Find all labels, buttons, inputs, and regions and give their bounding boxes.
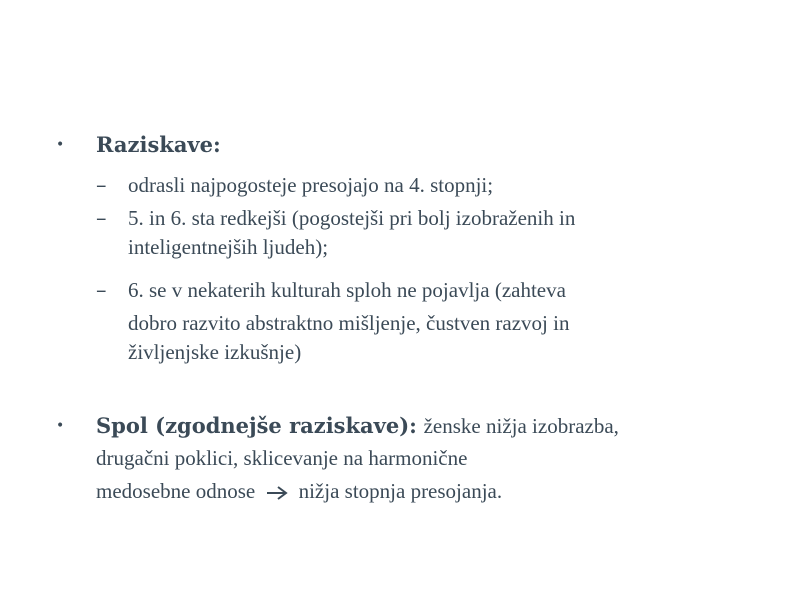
dash-marker: –	[96, 278, 107, 302]
sub-item-1-line-1: odrasli najpogosteje presojajo na 4. stopnji;	[128, 173, 494, 197]
dash-marker: –	[96, 173, 107, 197]
bullet-text-after-arrow: nižja stopnja presojanja.	[298, 479, 503, 503]
bullet-marker: •	[56, 137, 65, 153]
sub-item-2-line-1: 5. in 6. sta redkejši (pogostejši pri bolj izobraženih in	[128, 206, 576, 230]
bullet-spol-line-2: drugačni poklici, sklicevanje na harmonične	[96, 446, 468, 470]
dash-marker: –	[96, 206, 107, 230]
sub-item-2-line-2: inteligentnejših ljudeh);	[128, 235, 329, 259]
bullet-spol-line-3	[96, 477, 502, 505]
bullet-text-before-arrow: medosebne odnose	[96, 479, 256, 503]
bullet-title: Raziskave:	[96, 132, 221, 157]
sub-item-3-line-1: 6. se v nekaterih kulturah sploh ne pojavlja (zahteva	[128, 278, 566, 302]
bullet-spol-line-1	[96, 412, 619, 440]
sub-item-3-line-2: dobro razvito abstraktno mišljenje, čustven razvoj in	[128, 311, 570, 335]
bullet-text: ženske nižja izobrazba,	[423, 414, 619, 438]
right-arrow-icon	[266, 486, 288, 500]
sub-item-3-line-3: življenjske izkušnje)	[128, 340, 302, 364]
bullet-marker: •	[56, 418, 65, 434]
bullet-title: Spol (zgodnejše raziskave):	[96, 413, 417, 438]
